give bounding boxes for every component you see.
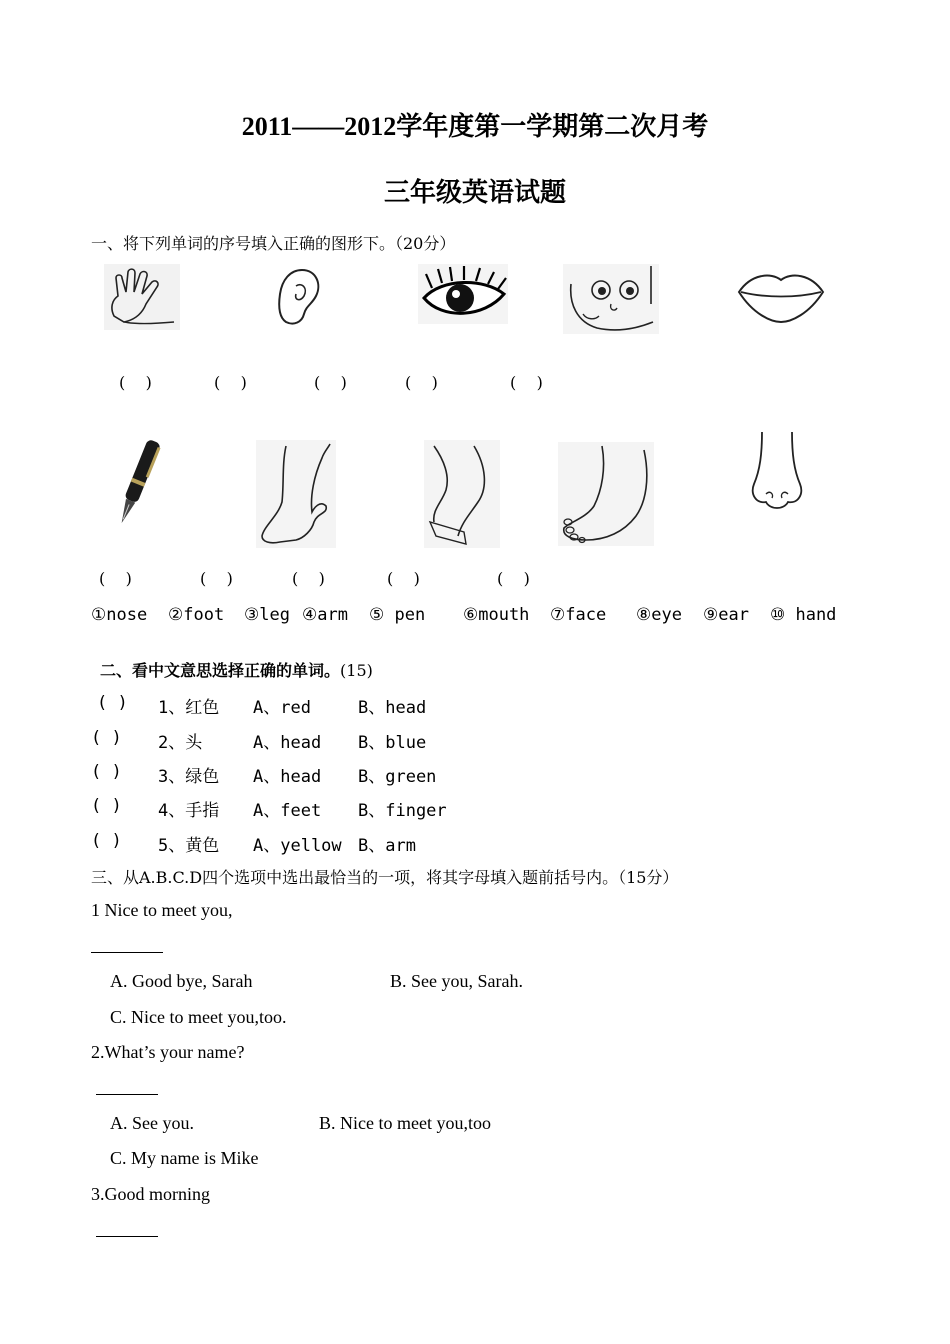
hand-icon bbox=[104, 264, 180, 330]
answer-paren[interactable]: ( ) bbox=[214, 373, 247, 392]
answer-paren[interactable]: ( ) bbox=[314, 373, 347, 392]
answer-blank[interactable] bbox=[91, 952, 163, 953]
section2-score: (15) bbox=[340, 661, 373, 680]
option-a: A、head bbox=[253, 733, 322, 753]
word-bank-item: ②foot bbox=[168, 605, 225, 625]
section2-heading bbox=[100, 658, 373, 681]
section3-heading: 三、从A.B.C.D四个选项中选出最恰当的一项，将其字母填入题前括号内。（15分） bbox=[91, 868, 679, 887]
foot-icon bbox=[558, 442, 654, 546]
word-bank-item: ⑨ear bbox=[703, 605, 749, 625]
option-a: A、red bbox=[253, 698, 311, 718]
word-bank-item: ⑥mouth bbox=[463, 605, 530, 625]
arm-icon bbox=[256, 440, 336, 548]
option-a: A、head bbox=[253, 767, 322, 787]
word-bank-item: ④arm bbox=[302, 605, 348, 625]
question-paren[interactable]: ( ) bbox=[91, 831, 122, 851]
answer-paren[interactable]: ( ) bbox=[119, 373, 152, 392]
option-b: B、blue bbox=[358, 733, 427, 753]
answer-paren[interactable]: ( ) bbox=[510, 373, 543, 392]
page-title: 2011——2012学年度第一学期第二次月考 bbox=[241, 112, 709, 141]
question-number: 4、手指 bbox=[158, 801, 220, 821]
word-bank-item: ③leg bbox=[244, 605, 290, 625]
word-bank-item: ①nose bbox=[91, 605, 148, 625]
option-b: B、arm bbox=[358, 836, 416, 856]
answer-paren[interactable]: ( ) bbox=[292, 569, 325, 588]
word-bank-item: ⑤ pen bbox=[369, 605, 426, 625]
answer-paren[interactable]: ( ) bbox=[387, 569, 420, 588]
question-number: 2、头 bbox=[158, 733, 203, 753]
option-b: B. See you, Sarah. bbox=[390, 971, 523, 991]
answer-paren[interactable]: ( ) bbox=[405, 373, 438, 392]
question-text: 1 Nice to meet you, bbox=[91, 900, 233, 920]
answer-paren[interactable]: ( ) bbox=[99, 569, 132, 588]
leg-icon bbox=[424, 440, 500, 548]
option-c: C. Nice to meet you,too. bbox=[110, 1007, 287, 1027]
option-b: B. Nice to meet you,too bbox=[319, 1113, 491, 1133]
section2-heading-text: 二、看中文意思选择正确的单词。 bbox=[100, 661, 341, 680]
option-a: A. See you. bbox=[110, 1113, 194, 1133]
option-a: A、yellow bbox=[253, 836, 342, 856]
pen-icon bbox=[104, 436, 170, 534]
question-text: 2.What’s your name? bbox=[91, 1042, 245, 1062]
question-number: 3、绿色 bbox=[158, 767, 220, 787]
option-a: A. Good bye, Sarah bbox=[110, 971, 253, 991]
page-subtitle: 三年级英语试题 bbox=[383, 178, 566, 207]
mouth-icon bbox=[735, 264, 827, 326]
answer-blank[interactable] bbox=[96, 1236, 158, 1237]
question-paren[interactable]: ( ) bbox=[91, 728, 122, 748]
word-bank-item: ⑧eye bbox=[636, 605, 682, 625]
section1-heading: 一、将下列单词的序号填入正确的图形下。（20分） bbox=[91, 234, 456, 253]
question-paren[interactable]: ( ) bbox=[97, 693, 128, 713]
question-number: 1、红色 bbox=[158, 698, 220, 718]
question-text: 3.Good morning bbox=[91, 1184, 210, 1204]
option-b: B、green bbox=[358, 767, 437, 787]
word-bank-item: ⑩ hand bbox=[770, 605, 837, 625]
question-number: 5、黄色 bbox=[158, 836, 220, 856]
nose-icon bbox=[748, 430, 808, 514]
ear-icon bbox=[272, 264, 324, 330]
answer-blank[interactable] bbox=[96, 1094, 158, 1095]
question-paren[interactable]: ( ) bbox=[91, 796, 122, 816]
answer-paren[interactable]: ( ) bbox=[200, 569, 233, 588]
option-c: C. My name is Mike bbox=[110, 1148, 259, 1168]
option-b: B、head bbox=[358, 698, 427, 718]
option-a: A、feet bbox=[253, 801, 322, 821]
eye-icon bbox=[418, 264, 508, 324]
option-b: B、finger bbox=[358, 801, 447, 821]
question-paren[interactable]: ( ) bbox=[91, 762, 122, 782]
answer-paren[interactable]: ( ) bbox=[497, 569, 530, 588]
face-icon bbox=[563, 264, 659, 334]
word-bank-item: ⑦face bbox=[550, 605, 607, 625]
